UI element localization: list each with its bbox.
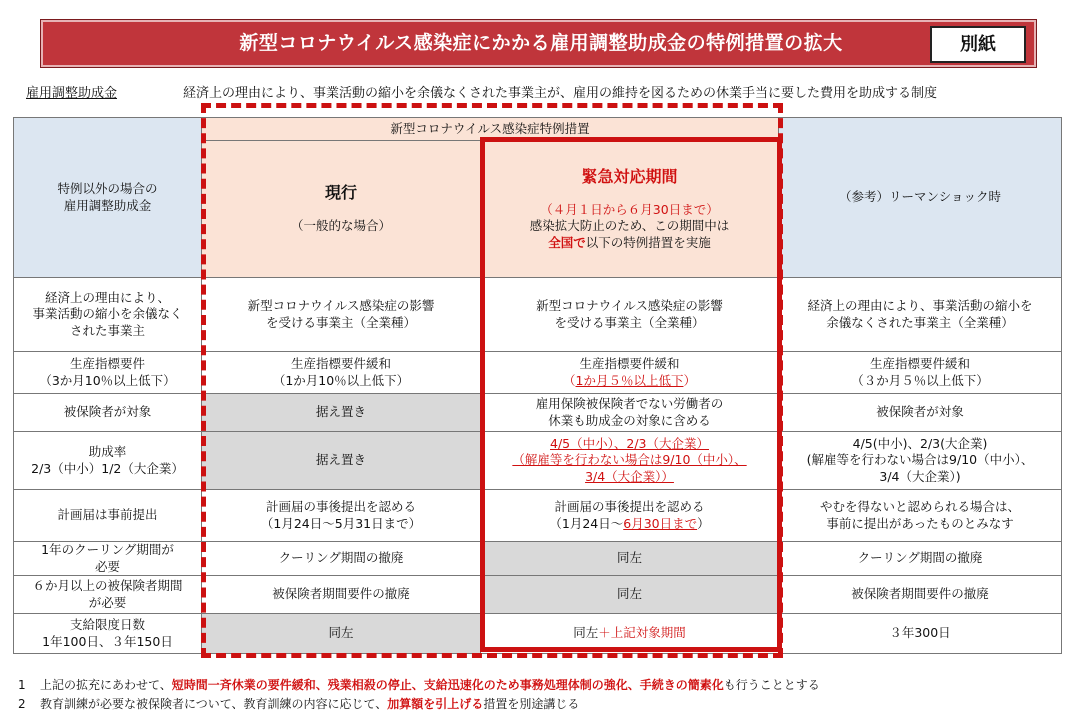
cell-emergency: 同左 [481,576,779,614]
row-label: 経済上の理由により、 事業活動の縮小を余儀なく された事業主 [14,278,202,352]
cell-current: クーリング期間の撤廃 [202,542,481,576]
row-label: 生産指標要件 （3か月10％以上低下） [14,352,202,394]
table-row [14,278,1062,352]
header-normal: 特例以外の場合の 雇用調整助成金 [14,118,202,278]
row-label: 助成率 2/3（中小）1/2（大企業） [14,432,202,490]
header-banner [40,19,1037,68]
page-title: 新型コロナウイルス感染症にかかる雇用調整助成金の特例措置の拡大 [239,32,843,54]
row-label: 支給限度日数 1年100日、３年150日 [14,614,202,654]
cell-current: 同左 [202,614,481,654]
cell-current: 据え置き [202,394,481,432]
table-row [14,576,1062,614]
comparison-table [13,117,1062,654]
cell-emergency: 雇用保険被保険者でない労働者の 休業も助成金の対象に含める [481,394,779,432]
cell-lehman: ３年300日 [779,614,1062,654]
table-row [14,352,1062,394]
definition-text: 経済上の理由により、事業活動の縮小を余儀なくされた事業主が、雇用の維持を図るための休業手当に要した費用を助成する制度 [183,86,938,101]
cell-current: 被保険者期間要件の撤廃 [202,576,481,614]
footnote-2: 2 教育訓練が必要な被保険者について、教育訓練の内容に応じて、加算額を引上げる措置を別途講じる [18,697,580,711]
cell-lehman: 4/5(中小)、2/3(大企業) (解雇等を行わない場合は9/10（中小）、 3/4（大企業）) [779,432,1062,490]
header-lehman: （参考）リーマンショック時 [779,118,1062,278]
cell-emergency: 計画届の事後提出を認める （1月24日～6月30日まで） [481,490,779,542]
cell-lehman: 経済上の理由により、事業活動の縮小を 余儀なくされた事業主（全業種） [779,278,1062,352]
footnote-1: 1 上記の拡充にあわせて、短時間一斉休業の要件緩和、残業相殺の停止、支給迅速化のため事務処理体制の強化、手続きの簡素化も行うこととする [18,678,820,692]
row-label: ６か月以上の被保険者期間 が必要 [14,576,202,614]
table-row [14,432,1062,490]
table-row [14,542,1062,576]
cell-current: 据え置き [202,432,481,490]
row-label: 計画届は事前提出 [14,490,202,542]
attachment-tag: 別紙 [930,26,1026,63]
cell-lehman: 生産指標要件緩和 （３か月５％以上低下） [779,352,1062,394]
table-row [14,490,1062,542]
cell-emergency: 同左＋上記対象期間 [481,614,779,654]
cell-lehman: やむを得ないと認められる場合は、 事前に提出があったものとみなす [779,490,1062,542]
cell-lehman: 被保険者期間要件の撤廃 [779,576,1062,614]
cell-emergency: 同左 [481,542,779,576]
cell-lehman: クーリング期間の撤廃 [779,542,1062,576]
cell-current: 生産指標要件緩和 （1か月10％以上低下） [202,352,481,394]
cell-current: 新型コロナウイルス感染症の影響 を受ける事業主（全業種） [202,278,481,352]
row-label: 1年のクーリング期間が 必要 [14,542,202,576]
definition-term: 雇用調整助成金 [26,86,118,101]
cell-current: 計画届の事後提出を認める （1月24日～5月31日まで） [202,490,481,542]
cell-lehman: 被保険者が対象 [779,394,1062,432]
header-emergency: 緊急対応期間 （４月１日から６月30日まで） 感染拡大防止のため、この期間中は 全国で以下の特例措置を実施 [481,141,779,278]
cell-emergency: 新型コロナウイルス感染症の影響 を受ける事業主（全業種） [481,278,779,352]
special-measures-banner: 新型コロナウイルス感染症特例措置 [202,118,779,141]
table-row [14,394,1062,432]
cell-emergency: 生産指標要件緩和 （1か月５％以上低下） [481,352,779,394]
header-current: 現行 （一般的な場合） [202,141,481,278]
table-row [14,614,1062,654]
row-label: 被保険者が対象 [14,394,202,432]
cell-emergency: 4/5（中小）、2/3（大企業） （解雇等を行わない場合は9/10（中小）、 3/4（大企業）） [481,432,779,490]
